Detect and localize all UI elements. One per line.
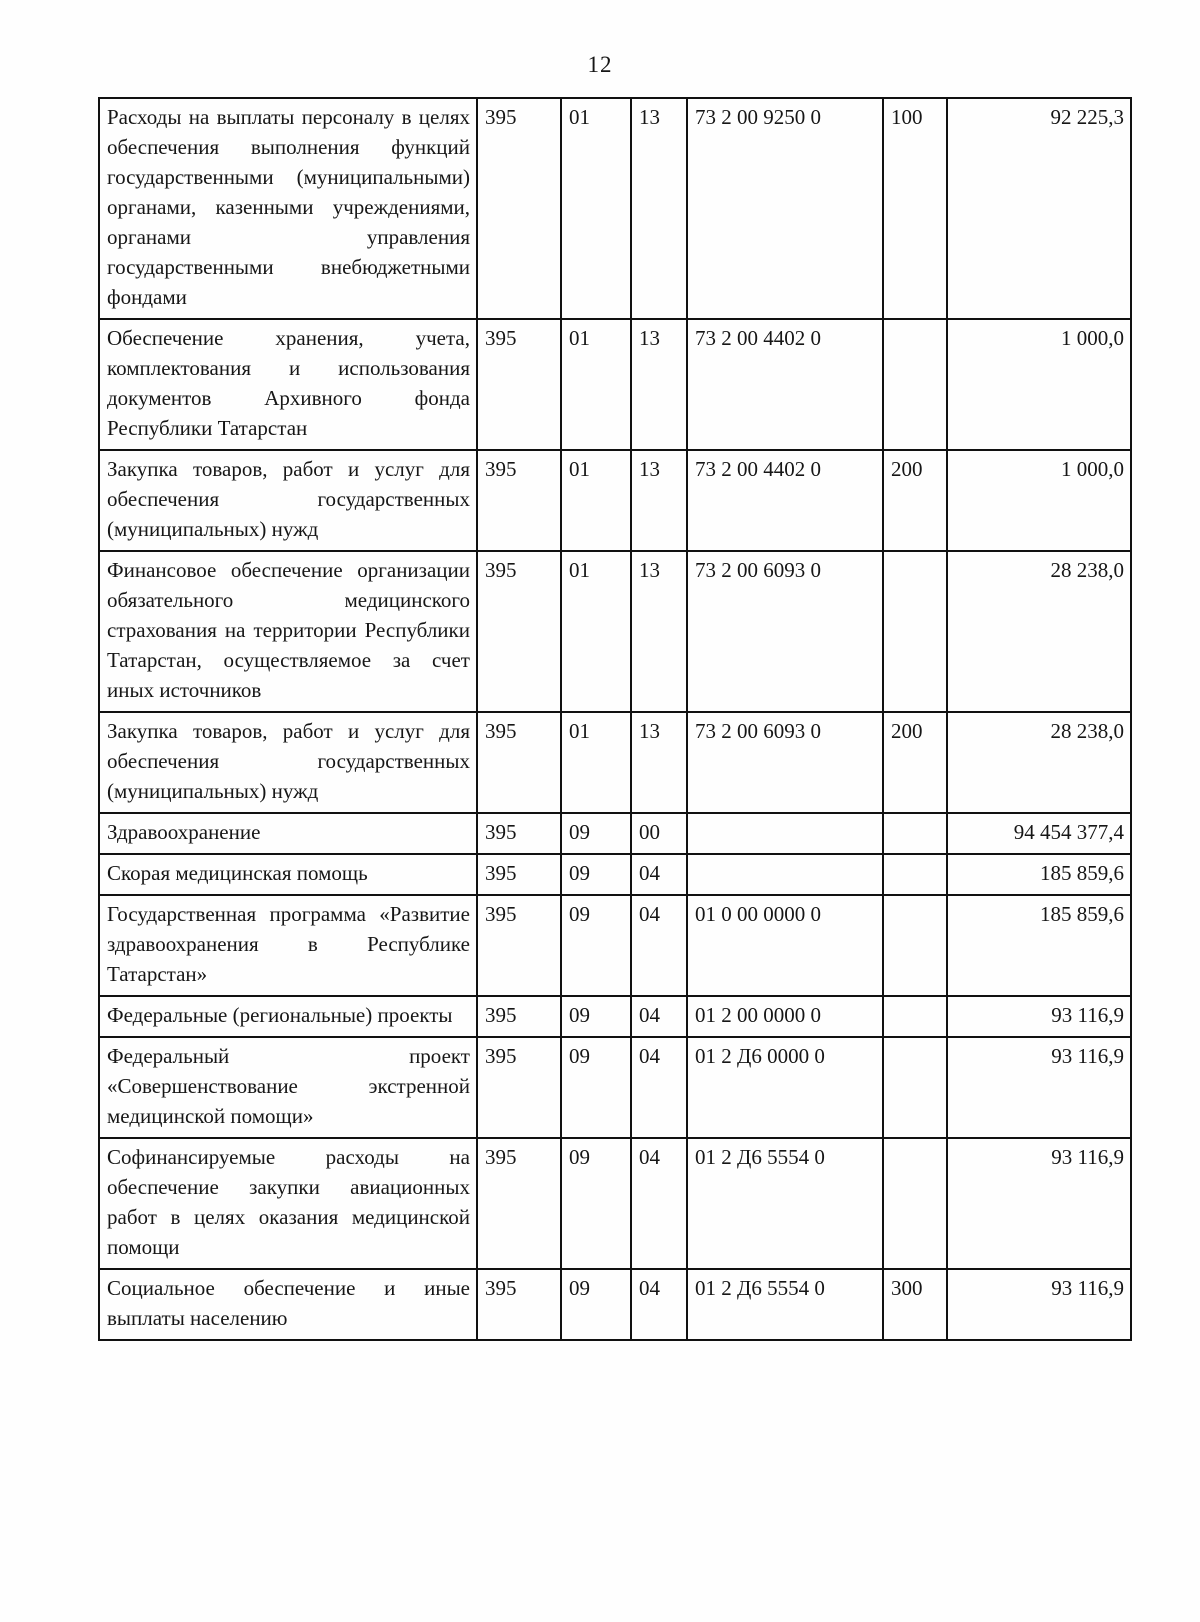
cell-amount: 93 116,9 xyxy=(947,996,1131,1037)
cell-csr xyxy=(687,854,883,895)
cell-csr: 01 0 00 0000 0 xyxy=(687,895,883,996)
cell-rz: 09 xyxy=(561,813,631,854)
cell-pr: 13 xyxy=(631,98,687,319)
cell-vr: 200 xyxy=(883,712,947,813)
cell-rz: 09 xyxy=(561,1037,631,1138)
cell-amount: 93 116,9 xyxy=(947,1037,1131,1138)
cell-rz: 09 xyxy=(561,854,631,895)
table-row xyxy=(99,98,1131,319)
table-row xyxy=(99,712,1131,813)
cell-pr: 00 xyxy=(631,813,687,854)
cell-amount: 93 116,9 xyxy=(947,1138,1131,1269)
cell-name: Здравоохранение xyxy=(99,813,477,854)
cell-grbs: 395 xyxy=(477,319,561,450)
cell-pr: 04 xyxy=(631,1138,687,1269)
table-row xyxy=(99,319,1131,450)
cell-pr: 13 xyxy=(631,551,687,712)
cell-vr xyxy=(883,551,947,712)
cell-vr xyxy=(883,813,947,854)
cell-vr xyxy=(883,895,947,996)
cell-csr: 01 2 Д6 0000 0 xyxy=(687,1037,883,1138)
cell-rz: 01 xyxy=(561,551,631,712)
cell-grbs: 395 xyxy=(477,854,561,895)
table-row xyxy=(99,996,1131,1037)
cell-name: Социальное обеспечение и иные выплаты населению xyxy=(99,1269,477,1340)
cell-name: Закупка товаров, работ и услуг для обеспечения государственных (муниципальных) нужд xyxy=(99,712,477,813)
cell-pr: 13 xyxy=(631,319,687,450)
cell-rz: 09 xyxy=(561,996,631,1037)
table-row xyxy=(99,854,1131,895)
cell-vr xyxy=(883,1138,947,1269)
cell-grbs: 395 xyxy=(477,895,561,996)
cell-pr: 04 xyxy=(631,854,687,895)
cell-csr: 73 2 00 4402 0 xyxy=(687,319,883,450)
cell-rz: 01 xyxy=(561,319,631,450)
cell-pr: 13 xyxy=(631,450,687,551)
table-row xyxy=(99,450,1131,551)
cell-csr: 01 2 00 0000 0 xyxy=(687,996,883,1037)
table-row xyxy=(99,1269,1131,1340)
cell-grbs: 395 xyxy=(477,996,561,1037)
cell-pr: 04 xyxy=(631,996,687,1037)
cell-csr: 01 2 Д6 5554 0 xyxy=(687,1269,883,1340)
cell-rz: 01 xyxy=(561,450,631,551)
cell-vr xyxy=(883,319,947,450)
cell-rz: 09 xyxy=(561,1269,631,1340)
table-row xyxy=(99,1037,1131,1138)
cell-amount: 185 859,6 xyxy=(947,854,1131,895)
cell-rz: 09 xyxy=(561,895,631,996)
cell-vr: 200 xyxy=(883,450,947,551)
cell-grbs: 395 xyxy=(477,813,561,854)
cell-amount: 28 238,0 xyxy=(947,712,1131,813)
table-body xyxy=(99,98,1131,1340)
cell-amount: 93 116,9 xyxy=(947,1269,1131,1340)
cell-grbs: 395 xyxy=(477,1037,561,1138)
table-row xyxy=(99,895,1131,996)
cell-name: Софинансируемые расходы на обеспечение закупки авиационных работ в целях оказания медицинской помощи xyxy=(99,1138,477,1269)
cell-vr xyxy=(883,996,947,1037)
cell-name: Федеральный проект «Совершенствование экстренной медицинской помощи» xyxy=(99,1037,477,1138)
cell-csr: 01 2 Д6 5554 0 xyxy=(687,1138,883,1269)
table-row xyxy=(99,551,1131,712)
cell-name: Государственная программа «Развитие здравоохранения в Республике Татарстан» xyxy=(99,895,477,996)
cell-vr xyxy=(883,1037,947,1138)
cell-rz: 01 xyxy=(561,98,631,319)
cell-rz: 01 xyxy=(561,712,631,813)
cell-csr: 73 2 00 6093 0 xyxy=(687,551,883,712)
cell-grbs: 395 xyxy=(477,551,561,712)
budget-expenditures-table xyxy=(98,97,1132,1341)
cell-grbs: 395 xyxy=(477,450,561,551)
cell-name: Обеспечение хранения, учета, комплектования и использования документов Архивного фонда Республики Татарстан xyxy=(99,319,477,450)
cell-amount: 1 000,0 xyxy=(947,450,1131,551)
cell-rz: 09 xyxy=(561,1138,631,1269)
cell-vr xyxy=(883,854,947,895)
cell-amount: 185 859,6 xyxy=(947,895,1131,996)
cell-amount: 28 238,0 xyxy=(947,551,1131,712)
cell-name: Финансовое обеспечение организации обязательного медицинского страхования на территории Республики Татарстан, осуществляемое за счет иных источников xyxy=(99,551,477,712)
cell-grbs: 395 xyxy=(477,1138,561,1269)
cell-name: Скорая медицинская помощь xyxy=(99,854,477,895)
cell-grbs: 395 xyxy=(477,1269,561,1340)
cell-grbs: 395 xyxy=(477,712,561,813)
cell-csr xyxy=(687,813,883,854)
cell-grbs: 395 xyxy=(477,98,561,319)
cell-name: Закупка товаров, работ и услуг для обеспечения государственных (муниципальных) нужд xyxy=(99,450,477,551)
cell-amount: 94 454 377,4 xyxy=(947,813,1131,854)
cell-pr: 04 xyxy=(631,895,687,996)
table-row xyxy=(99,813,1131,854)
cell-vr: 100 xyxy=(883,98,947,319)
cell-pr: 04 xyxy=(631,1037,687,1138)
cell-csr: 73 2 00 6093 0 xyxy=(687,712,883,813)
cell-name: Расходы на выплаты персоналу в целях обеспечения выполнения функций государственными (муниципальными) органами, казенными учреждениями, органами управления государственными внебюджетными фондами xyxy=(99,98,477,319)
cell-pr: 04 xyxy=(631,1269,687,1340)
cell-name: Федеральные (региональные) проекты xyxy=(99,996,477,1037)
cell-csr: 73 2 00 9250 0 xyxy=(687,98,883,319)
cell-pr: 13 xyxy=(631,712,687,813)
cell-amount: 92 225,3 xyxy=(947,98,1131,319)
cell-amount: 1 000,0 xyxy=(947,319,1131,450)
page-number: 12 xyxy=(587,52,613,77)
cell-csr: 73 2 00 4402 0 xyxy=(687,450,883,551)
table-row xyxy=(99,1138,1131,1269)
cell-vr: 300 xyxy=(883,1269,947,1340)
